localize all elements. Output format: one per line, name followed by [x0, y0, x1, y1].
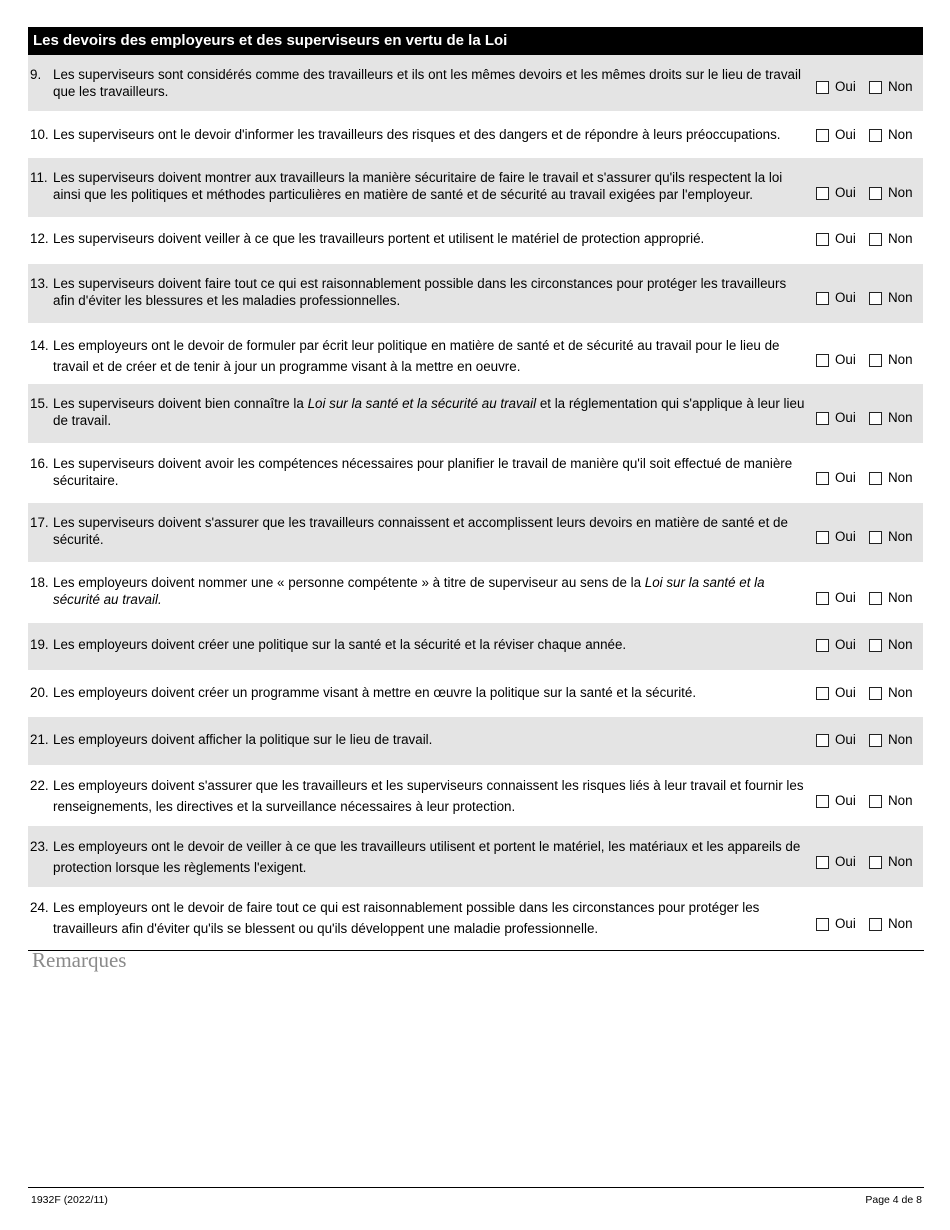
answer-choices — [816, 732, 917, 748]
oui-label: Oui — [835, 529, 856, 544]
non-label: Non — [888, 854, 913, 869]
oui-label: Oui — [835, 732, 856, 747]
oui-label: Oui — [835, 290, 856, 305]
question-text — [30, 514, 811, 548]
question-row — [28, 717, 923, 765]
oui-label: Oui — [835, 185, 856, 200]
question-number: 10. — [30, 127, 49, 142]
question-number: 18. — [30, 575, 49, 590]
question-text — [30, 731, 811, 748]
non-label: Non — [888, 916, 913, 931]
question-row — [28, 670, 923, 717]
section-title: Les devoirs des employeurs et des superviseurs en vertu de la Loi — [28, 27, 923, 55]
question-label-end: et la réglementation qui s'applique à leur lieu de travail. — [53, 396, 805, 428]
oui-label: Oui — [835, 854, 856, 869]
non-option[interactable] — [869, 127, 913, 143]
non-checkbox[interactable] — [869, 639, 882, 652]
oui-label: Oui — [835, 127, 856, 142]
question-row — [28, 158, 923, 217]
oui-checkbox[interactable] — [816, 354, 829, 367]
answer-choices — [816, 529, 917, 545]
answer-choices — [816, 916, 917, 932]
question-row — [28, 765, 923, 826]
question-row — [28, 623, 923, 670]
question-text — [30, 636, 811, 653]
form-id: 1932F (2022/11) — [31, 1194, 108, 1206]
oui-option[interactable] — [816, 529, 856, 545]
oui-label: Oui — [835, 916, 856, 931]
non-option[interactable] — [869, 529, 913, 545]
question-number: 15. — [30, 396, 49, 411]
non-checkbox[interactable] — [869, 856, 882, 869]
oui-label: Oui — [835, 637, 856, 652]
non-checkbox[interactable] — [869, 795, 882, 808]
non-option[interactable] — [869, 854, 913, 870]
question-label: Les employeurs doivent s'assurer que les travailleurs et les superviseurs connaissent les risques liés à leur travail et fournir les renseignements, les directives et la surveillance nécessaires à leur protection. — [53, 778, 804, 814]
oui-option[interactable] — [816, 590, 856, 606]
question-text — [30, 455, 811, 489]
question-label: Les superviseurs doivent avoir les compétences nécessaires pour planifier le travail de manière qu'il soit effectué de manière sécuritaire. — [53, 456, 793, 488]
non-checkbox[interactable] — [869, 233, 882, 246]
question-row — [28, 384, 923, 443]
question-label: Les superviseurs doivent veiller à ce que les travailleurs portent et utilisent le matériel de protection approprié. — [53, 231, 705, 246]
oui-checkbox[interactable] — [816, 233, 829, 246]
non-option[interactable] — [869, 231, 913, 247]
answer-choices — [816, 290, 917, 306]
question-number: 20. — [30, 685, 49, 700]
non-checkbox[interactable] — [869, 129, 882, 142]
non-option[interactable] — [869, 793, 913, 809]
non-checkbox[interactable] — [869, 412, 882, 425]
non-label: Non — [888, 685, 913, 700]
answer-choices — [816, 854, 917, 870]
oui-option[interactable] — [816, 854, 856, 870]
answer-choices — [816, 590, 917, 606]
non-checkbox[interactable] — [869, 531, 882, 544]
oui-checkbox[interactable] — [816, 639, 829, 652]
question-text — [30, 684, 811, 701]
non-label: Non — [888, 231, 913, 246]
question-label: Les employeurs doivent créer une politique sur la santé et la sécurité et la réviser chaque année. — [53, 637, 627, 652]
oui-checkbox[interactable] — [816, 472, 829, 485]
question-label: Les superviseurs doivent s'assurer que les travailleurs connaissent et accomplissent leurs devoirs en matière de santé et de sécurité. — [53, 515, 788, 547]
non-label: Non — [888, 127, 913, 142]
question-text — [30, 775, 811, 817]
non-label: Non — [888, 590, 913, 605]
question-number: 12. — [30, 231, 49, 246]
oui-label: Oui — [835, 231, 856, 246]
remarks-field[interactable] — [28, 978, 924, 1183]
non-option[interactable] — [869, 290, 913, 306]
question-number: 22. — [30, 778, 49, 793]
oui-option[interactable] — [816, 127, 856, 143]
question-number: 21. — [30, 732, 49, 747]
non-label: Non — [888, 470, 913, 485]
non-label: Non — [888, 637, 913, 652]
question-number: 19. — [30, 637, 49, 652]
question-label: Les superviseurs ont le devoir d'informer les travailleurs des risques et des dangers et de répondre à leurs préoccupations. — [53, 127, 781, 142]
question-number: 14. — [30, 338, 49, 353]
question-label: Les employeurs doivent nommer une « personne compétente » à titre de superviseur au sens de la — [53, 575, 645, 590]
non-label: Non — [888, 79, 913, 94]
question-row — [28, 887, 923, 948]
law-title: Loi sur la santé et la sécurité au travail. — [53, 575, 765, 607]
oui-option[interactable] — [816, 793, 856, 809]
question-label: Les superviseurs doivent faire tout ce qui est raisonnablement possible dans les circonstances pour protéger les travailleurs afin d'éviter les blessures et les maladies professionnelles. — [53, 276, 787, 308]
question-row — [28, 562, 923, 623]
non-checkbox[interactable] — [869, 472, 882, 485]
question-text — [30, 897, 811, 939]
question-text — [30, 395, 811, 429]
oui-option[interactable] — [816, 685, 856, 701]
footer-divider — [28, 1187, 924, 1188]
question-row — [28, 323, 923, 384]
oui-checkbox[interactable] — [816, 187, 829, 200]
non-label: Non — [888, 529, 913, 544]
oui-checkbox[interactable] — [816, 856, 829, 869]
answer-choices — [816, 127, 917, 143]
answer-choices — [816, 410, 917, 426]
oui-checkbox[interactable] — [816, 734, 829, 747]
non-option[interactable] — [869, 732, 913, 748]
question-row — [28, 55, 923, 111]
non-label: Non — [888, 185, 913, 200]
question-number: 13. — [30, 276, 49, 291]
oui-checkbox[interactable] — [816, 531, 829, 544]
question-number: 23. — [30, 839, 49, 854]
section-divider — [28, 950, 924, 951]
question-row — [28, 826, 923, 887]
oui-checkbox[interactable] — [816, 918, 829, 931]
answer-choices — [816, 352, 917, 368]
oui-option[interactable] — [816, 79, 856, 95]
oui-label: Oui — [835, 685, 856, 700]
checklist-sheet — [28, 27, 923, 948]
non-label: Non — [888, 290, 913, 305]
non-checkbox[interactable] — [869, 592, 882, 605]
question-row — [28, 264, 923, 323]
question-row — [28, 217, 923, 264]
oui-option[interactable] — [816, 637, 856, 653]
law-title: Loi sur la santé et la sécurité au travail — [307, 396, 537, 411]
answer-choices — [816, 685, 917, 701]
non-option[interactable] — [869, 470, 913, 486]
non-checkbox[interactable] — [869, 354, 882, 367]
oui-checkbox[interactable] — [816, 412, 829, 425]
question-label: Les superviseurs sont considérés comme des travailleurs et ils ont les mêmes devoirs et les mêmes droits sur le lieu de travail que les travailleurs. — [53, 67, 801, 99]
page-number: Page 4 de 8 — [865, 1194, 922, 1206]
question-row — [28, 503, 923, 562]
question-text — [30, 335, 811, 377]
non-option[interactable] — [869, 637, 913, 653]
non-label: Non — [888, 732, 913, 747]
answer-choices — [816, 637, 917, 653]
oui-label: Oui — [835, 79, 856, 94]
oui-option[interactable] — [816, 231, 856, 247]
oui-option[interactable] — [816, 410, 856, 426]
question-label: Les superviseurs doivent montrer aux travailleurs la manière sécuritaire de faire le travail et s'assurer qu'ils respectent la loi ainsi que les politiques et méthodes particulières en matière de santé et de sécurité au travail exigées par l'employeur. — [53, 170, 783, 202]
oui-option[interactable] — [816, 470, 856, 486]
answer-choices — [816, 79, 917, 95]
non-option[interactable] — [869, 685, 913, 701]
question-text — [30, 574, 811, 608]
oui-label: Oui — [835, 590, 856, 605]
non-checkbox[interactable] — [869, 918, 882, 931]
answer-choices — [816, 231, 917, 247]
oui-option[interactable] — [816, 185, 856, 201]
question-number: 24. — [30, 900, 49, 915]
question-label: Les superviseurs doivent bien connaître la — [53, 396, 308, 411]
question-text — [30, 275, 811, 309]
question-label: Les employeurs ont le devoir de formuler par écrit leur politique en matière de santé et de sécurité au travail pour le lieu de travail et de créer et de tenir à jour un programme visant à la mettre en oeuvre. — [53, 338, 780, 374]
question-number: 16. — [30, 456, 49, 471]
non-option[interactable] — [869, 916, 913, 932]
non-option[interactable] — [869, 352, 913, 368]
question-number: 9. — [30, 67, 42, 82]
non-checkbox[interactable] — [869, 292, 882, 305]
question-number: 17. — [30, 515, 49, 530]
question-text — [30, 230, 811, 247]
oui-checkbox[interactable] — [816, 592, 829, 605]
non-checkbox[interactable] — [869, 81, 882, 94]
non-option[interactable] — [869, 185, 913, 201]
oui-label: Oui — [835, 352, 856, 367]
oui-label: Oui — [835, 793, 856, 808]
oui-checkbox[interactable] — [816, 81, 829, 94]
question-text — [30, 126, 823, 143]
question-text — [30, 836, 811, 878]
question-text — [30, 169, 811, 203]
question-row — [28, 443, 923, 503]
oui-option[interactable] — [816, 352, 856, 368]
question-label: Les employeurs doivent afficher la politique sur le lieu de travail. — [53, 732, 433, 747]
oui-checkbox[interactable] — [816, 795, 829, 808]
oui-label: Oui — [835, 410, 856, 425]
answer-choices — [816, 793, 917, 809]
non-label: Non — [888, 352, 913, 367]
oui-checkbox[interactable] — [816, 129, 829, 142]
non-label: Non — [888, 793, 913, 808]
oui-checkbox[interactable] — [816, 292, 829, 305]
question-number: 11. — [30, 170, 48, 185]
non-checkbox[interactable] — [869, 734, 882, 747]
non-option[interactable] — [869, 590, 913, 606]
question-row — [28, 111, 923, 158]
non-label: Non — [888, 410, 913, 425]
non-option[interactable] — [869, 410, 913, 426]
oui-option[interactable] — [816, 732, 856, 748]
answer-choices — [816, 185, 917, 201]
question-text — [30, 66, 811, 100]
question-label: Les employeurs ont le devoir de faire tout ce qui est raisonnablement possible dans les circonstances pour protéger les travailleurs afin d'éviter qu'ils se blessent ou qu'ils développent une maladie professionnelle. — [53, 900, 760, 936]
remarks-title: Remarques — [32, 948, 127, 972]
question-label: Les employeurs ont le devoir de veiller à ce que les travailleurs utilisent et portent le matériel, les matériaux et les appareils de protection lorsque les règlements l'exigent. — [53, 839, 801, 875]
question-label: Les employeurs doivent créer un programme visant à mettre en œuvre la politique sur la santé et la sécurité. — [53, 685, 697, 700]
non-checkbox[interactable] — [869, 687, 882, 700]
non-option[interactable] — [869, 79, 913, 95]
non-checkbox[interactable] — [869, 187, 882, 200]
oui-option[interactable] — [816, 916, 856, 932]
oui-checkbox[interactable] — [816, 687, 829, 700]
oui-label: Oui — [835, 470, 856, 485]
answer-choices — [816, 470, 917, 486]
oui-option[interactable] — [816, 290, 856, 306]
